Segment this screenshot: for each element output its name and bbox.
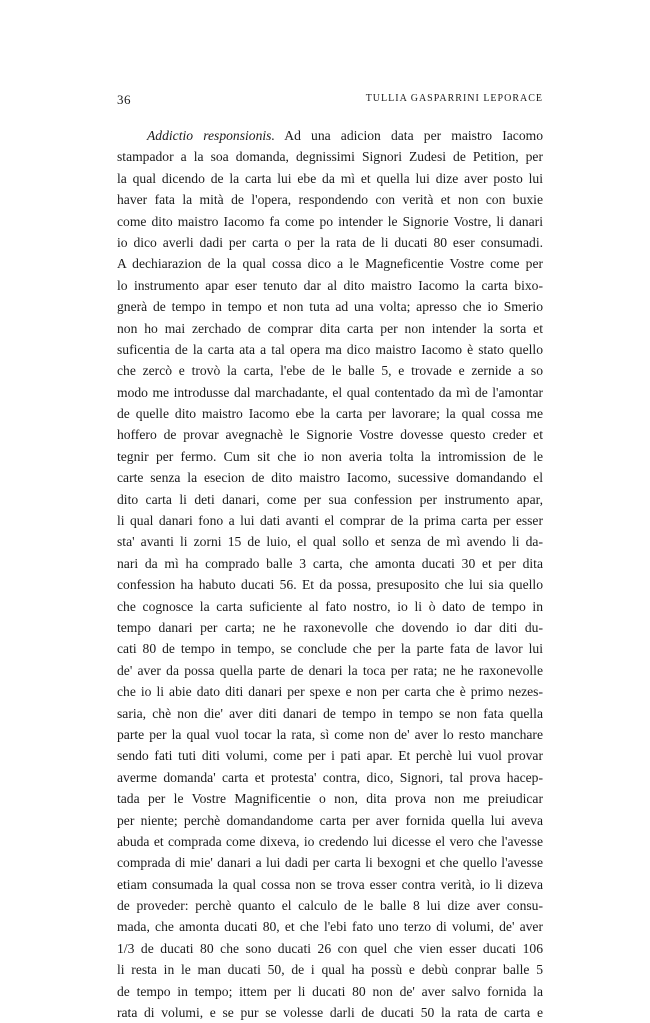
running-head: TULLIA GASPARRINI LEPORACE <box>365 93 543 104</box>
text-line: la qual dicendo de la carta lui ebe da mì et quella lui dize aver posto lui <box>117 170 543 186</box>
text-line: nari da mì ha comprado balle 3 carta, che amonta ducati 30 et per dita <box>117 555 543 571</box>
text-line: de tempo in tempo; ittem per li ducati 80 non de' aver salvo fornida la <box>117 983 543 999</box>
text-line: che zercò e trovò la carta, l'ebe de le balle 5, e trovade e zernide a so <box>117 363 543 379</box>
text-line: tada per le Vostre Magnificentie o non, dita prova non me preiudicar <box>117 791 543 807</box>
text-line: de proveder: perchè quanto el calculo de le balle 8 lui dize aver consu- <box>117 898 543 914</box>
text-line: etiam consumada la qual cossa non se trova esser contra verità, io li dizeva <box>117 876 543 892</box>
text-line: sta' avanti li zorni 15 de luio, el qual sollo et senza de mì avendo li da- <box>117 534 543 550</box>
text-line: come dito maistro Iacomo fa come po intender le Signorie Vostre, li danari <box>117 213 543 229</box>
text-line: li resta in le man ducati 50, de i qual ha possù e debù conprar balle 5 <box>117 962 543 978</box>
text-line: de' aver da possa quella parte de denari la toca per rata; ne he raxonevolle <box>117 662 543 678</box>
page-header <box>117 92 543 108</box>
text-line: abuda et comprada come dixeva, io credendo lui dicesse el vero che l'avesse <box>117 833 543 849</box>
text-line: de quelle dito maistro Iacomo ebe la carta per lavorare; la qual cossa me <box>117 406 543 422</box>
text-line: averme domanda' carta et protesta' contra, dico, Signori, tal prova hacep- <box>117 769 543 785</box>
text-line: che cognosce la carta suficiente al fato nostro, io li ò dato de tempo in <box>117 598 543 614</box>
text-line: tempo danari per carta; ne he raxonevolle che dovendo io dar diti du- <box>117 619 543 635</box>
text-line: parte per la qual vuol tocar la rata, sì come non de' aver lo resto manchare <box>117 726 543 742</box>
text-line: li qual danari fono a lui dati avanti el comprar de la prima carta per esser <box>117 513 543 529</box>
text-line: confession ha habuto ducati 56. Et da possa, presuposito che lui sia quello <box>117 577 543 593</box>
text-line: hoffero de provar avegnachè le Signorie Vostre dovesse questo creder et <box>117 427 543 443</box>
text-line: mada, che amonta ducati 80, et che l'ebi fato uno terzo di volumi, de' aver <box>117 919 543 935</box>
text-line: lo instrumento apar eser tenuto dar al dito maistro Iacomo la carta bixo- <box>117 277 543 293</box>
text-line: io dico averli dadi per carta o per la rata de li ducati 80 eser consumadi. <box>117 234 543 250</box>
text-line: rata di volumi, e se pur se volesse darli de ducati 50 la rata de carta e <box>117 1005 543 1021</box>
text-line: tegnir per fermo. Cum sit che io non averia tolta la intromission de le <box>117 448 543 464</box>
text-line: carte senza la esecion de dito maistro Iacomo, sucessive domandando el <box>117 470 543 486</box>
text-line: gnerà de tempo in tempo et non tuta ad una volta; apresso che io Smerio <box>117 299 543 315</box>
first-line-text: Ad una adicion data per maistro Iacomo <box>274 128 543 143</box>
text-line-first <box>117 125 543 146</box>
text-line: non ho mai zerchado de comprar dita carta per non intender la sorta et <box>117 320 543 336</box>
text-line: dito carta li deti danari, come per sua confession per instrumento apar, <box>117 491 543 507</box>
text-line: haver fata la mità de l'opera, respondendo con verità et non con buxie <box>117 192 543 208</box>
section-heading: Addictio responsionis. <box>147 128 275 143</box>
text-line: comprada di mie' danari a lui dadi per carta li bexogni et che quello l'avesse <box>117 855 543 871</box>
text-line: suficentia de la carta ata a tal opera ma dico maistro Iacomo è stato quello <box>117 341 543 357</box>
text-line: 1/3 de ducati 80 che sono ducati 26 con quel che vien esser ducati 106 <box>117 940 543 956</box>
text-line: saria, chè non die' aver diti danari de tempo in tempo se non fata quella <box>117 705 543 721</box>
text-line: per niente; perchè domandandome carta per aver fornida quella lui aveva <box>117 812 543 828</box>
text-line: A dechiarazion de la qual cossa dico a le Magneficentie Vostre come per <box>117 256 543 272</box>
text-line: che io li abie dato diti danari per spexe e non per carta che è primo nezes- <box>117 684 543 700</box>
text-line: cati 80 de tempo in tempo, se conclude che per la parte fata de lavor lui <box>117 641 543 657</box>
page-number: 36 <box>117 92 131 107</box>
text-line: stampador a la soa domanda, degnissimi Signori Zudesi de Petition, per <box>117 149 543 165</box>
text-line: sendo fati tuti diti volumi, come per i pati apar. Et perchè lui vuol provar <box>117 748 543 764</box>
body-text <box>117 125 543 1023</box>
text-line: modo me introdusse dal marchadante, el qual contentado da mì de l'amontar <box>117 384 543 400</box>
